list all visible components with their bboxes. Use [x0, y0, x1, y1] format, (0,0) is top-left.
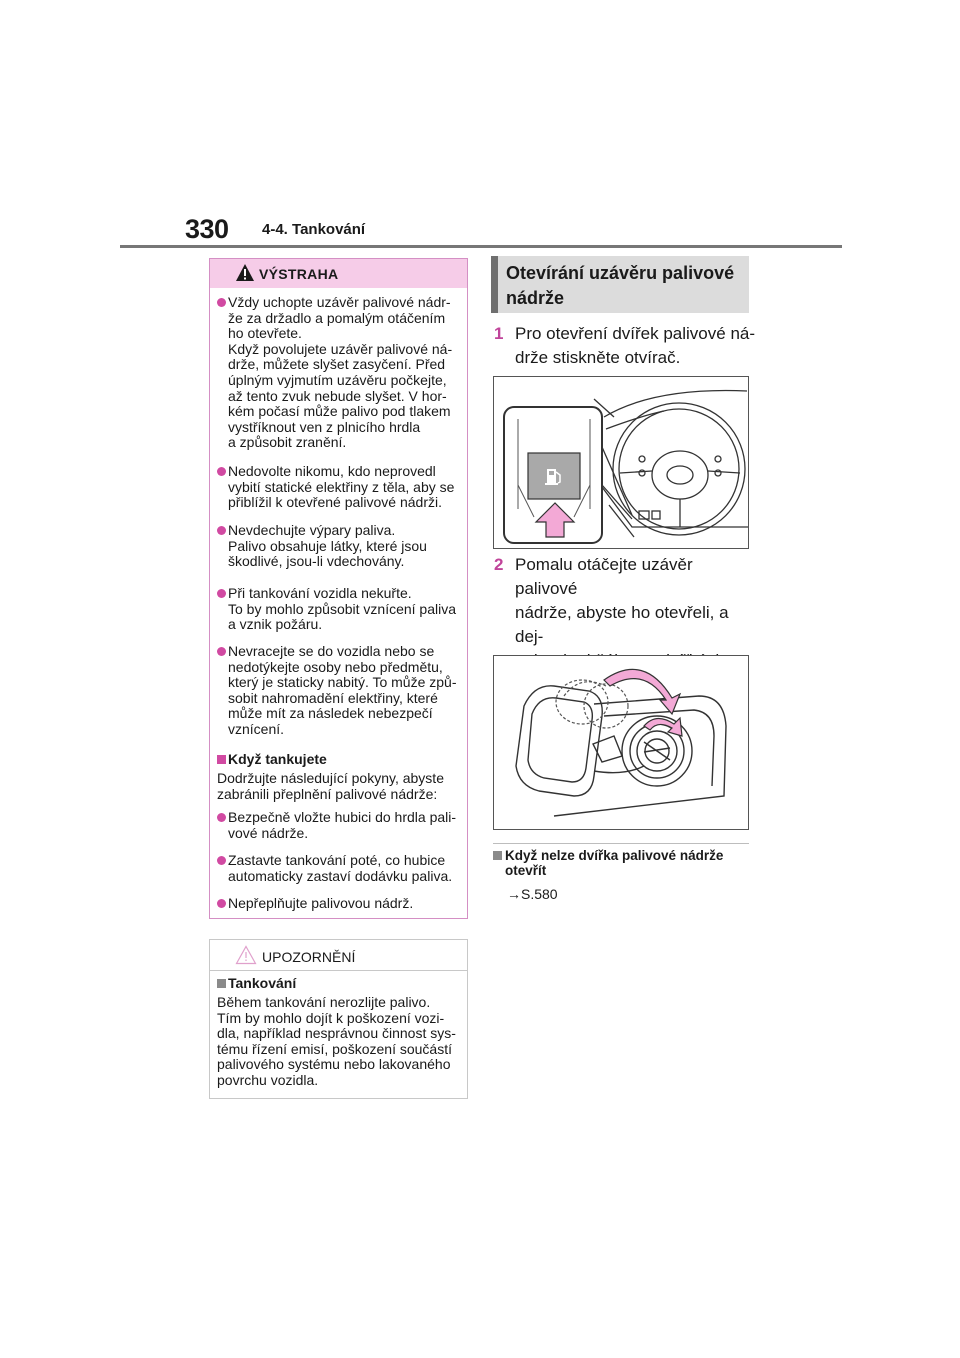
warning-header [210, 259, 467, 288]
cannot-open-heading: Když nelze dvířka palivové nádrže otevřít [493, 849, 755, 878]
page-reference-link[interactable]: →S.580 [507, 886, 558, 902]
warning-subheading: Když tankujete [217, 752, 467, 768]
step-text: Pro otevření dvířek palivové ná- drže stiskněte otvírač. [515, 324, 756, 367]
bullet-icon [217, 467, 226, 476]
warning-item: Nedovolte nikomu, kdo neprovedl vybití statické elektřiny z těla, aby se přiblížil k otevřené palivové nádrži. [217, 464, 467, 511]
caution-text: Během tankování nerozlijte palivo. Tím by mohlo dojít k poškození vozi- dla, například nesprávnou činnost sys- tému řízení emisí, poškození součástí palivového systému nebo lakovaného povrchu vozidla. [217, 994, 456, 1088]
caution-icon [235, 945, 257, 965]
warning-item: Nevdechujte výpary paliva. Palivo obsahuje látky, které jsou škodlivé, jsou-li vdechovány. [217, 523, 467, 570]
warning-item: Vždy uchopte uzávěr palivové nádr- že za držadlo a pomalým otáčením ho otevřete. Když povolujete uzávěr palivové ná- drže, můžete slyšet zasyčení. Před úplným vyjmutím uzávěru počkejte, až tento zvuk nebude slyšet. V hor- kém počasí může palivo pod tlakem vystříknout ven z plnicího hrdla a způsobit zranění. [217, 295, 467, 451]
step-number: 2 [494, 555, 504, 574]
warning-box [209, 258, 468, 919]
figure-divider [493, 843, 749, 844]
step-text: Pomalu otáčejte uzávěr palivové nádrže, abyste ho otevřeli, a dej- [515, 555, 729, 646]
section-title: 4-4. Tankování [262, 221, 366, 238]
warning-title: VÝSTRAHA [259, 266, 339, 282]
square-bullet-icon [217, 755, 226, 764]
bullet-icon [217, 813, 226, 822]
caution-header [210, 940, 467, 971]
dashboard-illustration [494, 377, 748, 548]
caution-title: UPOZORNĚNÍ [262, 949, 356, 965]
warning-item: Nevracejte se do vozidla nebo se nedotýkejte osoby nebo předmětu, který je staticky nabitý. To může způ- sobit nahromadění elektřiny, které může mít za následek nebezpečí vznícení. [217, 644, 467, 738]
bullet-icon [217, 526, 226, 535]
bullet-icon [217, 899, 226, 908]
warning-sub-item: Bezpečně vložte hubici do hrdla pali- vové nádrže. [217, 810, 467, 841]
warning-item: Při tankování vozidla nekuřte. To by mohlo způsobit vznícení paliva a vznik požáru. [217, 586, 467, 633]
header-divider [120, 245, 842, 248]
bullet-icon [217, 647, 226, 656]
step-number: 1 [494, 324, 504, 343]
page-number: 330 [185, 214, 229, 244]
warning-sub-item: Nepřeplňujte palivovou nádrž. [217, 896, 467, 912]
caution-box [209, 939, 468, 1099]
fuel-cap-drawing [494, 656, 748, 829]
bullet-icon [217, 589, 226, 598]
bullet-icon [217, 298, 226, 307]
warning-sub-intro: Dodržujte následující pokyny, abyste zabránili přeplnění palivové nádrže: [217, 770, 444, 802]
fuel-cap-illustration [493, 655, 749, 830]
warning-sub-item: Zastavte tankování poté, co hubice automaticky zastaví dodávku paliva. [217, 853, 467, 884]
bullet-icon [217, 856, 226, 865]
square-bullet-icon [217, 979, 226, 988]
step-1 [494, 322, 756, 370]
square-bullet-icon [493, 851, 502, 860]
warning-icon [235, 263, 255, 282]
section-heading: Otevírání uzávěru palivové nádrže [506, 263, 735, 308]
caution-subheading: Tankování [217, 976, 467, 992]
section-heading-box [491, 256, 749, 313]
fuel-door-opener-illustration [493, 376, 749, 549]
